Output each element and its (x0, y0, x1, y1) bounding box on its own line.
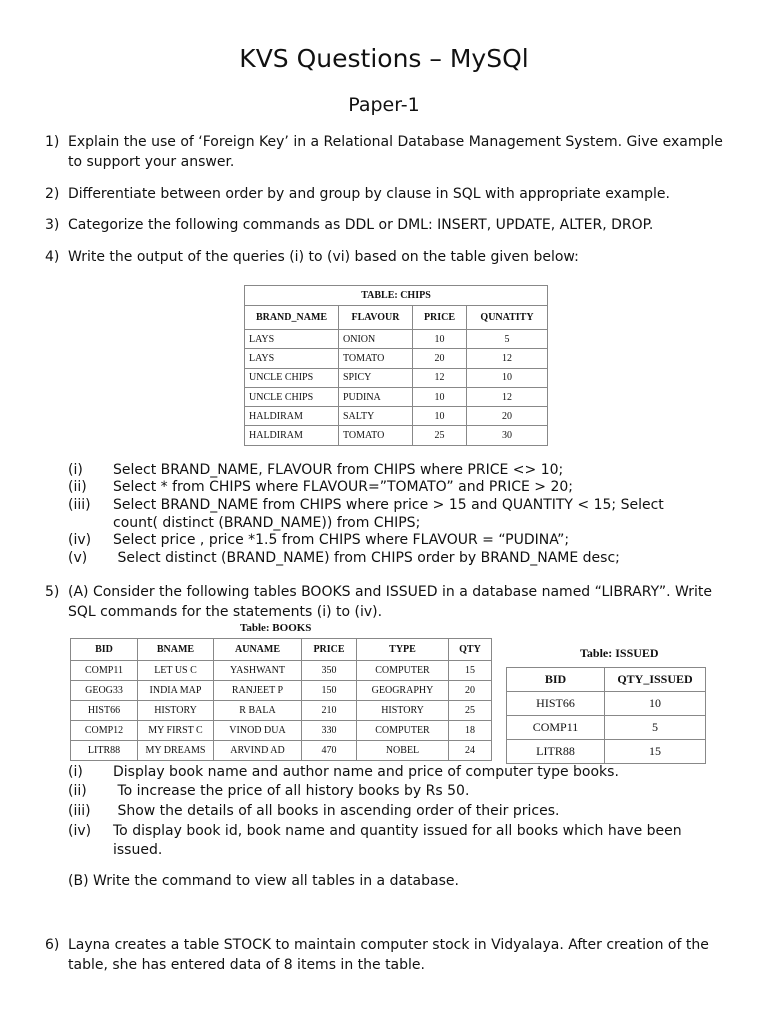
table-cell: R BALA (214, 701, 302, 721)
question-6 (0, 935, 768, 975)
q4-part-i (0, 462, 768, 480)
question-5 (0, 582, 768, 622)
table-cell: INDIA MAP (138, 681, 214, 701)
table-cell: COMPUTER (357, 721, 449, 741)
table-row (507, 716, 706, 740)
table-cell: 18 (449, 721, 492, 741)
page-subtitle: Paper-1 (348, 94, 420, 116)
question-text: Layna creates a table STOCK to maintain computer stock in Vidyalaya. After creation of the table, she has entered data of 8 items in the table. (68, 937, 709, 973)
question-number: 3) (45, 217, 60, 233)
table-cell: ARVIND AD (214, 741, 302, 761)
table-cell: 20 (449, 681, 492, 701)
table-header-row (71, 639, 492, 661)
table-cell: PUDINA (339, 387, 413, 406)
part-label: (ii) (68, 479, 87, 495)
table-cell: 15 (449, 661, 492, 681)
table-row (245, 407, 548, 426)
table-cell: HIST66 (507, 692, 605, 716)
table-cell: COMP12 (71, 721, 138, 741)
part-text: To increase the price of all history books by Rs 50. (113, 783, 470, 799)
table-cell: COMP11 (507, 716, 605, 740)
table-row (71, 721, 492, 741)
chips-table (244, 285, 548, 446)
table-cell: HISTORY (138, 701, 214, 721)
table-cell: GEOG33 (71, 681, 138, 701)
table-cell: UNCLE CHIPS (245, 368, 339, 387)
table-cell: TOMATO (339, 349, 413, 368)
column-header: AUNAME (214, 639, 302, 661)
part-label: (ii) (68, 783, 87, 799)
table-cell: 10 (467, 368, 548, 387)
part-text: Select BRAND_NAME from CHIPS where price > 15 and QUANTITY < 15; Select count( distinct (BRAND_NAME)) from CHIPS; (113, 497, 664, 531)
q5-part-iii (0, 803, 768, 821)
part-label: (i) (68, 462, 83, 478)
issued-table-caption: Table: ISSUED (580, 646, 659, 660)
question-text: Differentiate between order by and group by clause in SQL with appropriate example. (68, 186, 670, 202)
q5-part-iv (0, 822, 768, 862)
part-label: (i) (68, 764, 83, 780)
books-table (70, 638, 492, 761)
table-row (71, 661, 492, 681)
question-text: Write the output of the queries (i) to (vi) based on the table given below: (68, 249, 579, 265)
question-text: Explain the use of ‘Foreign Key’ in a Relational Database Management System. Give example to support your answer. (68, 134, 723, 170)
question-number: 4) (45, 249, 60, 265)
column-header: TYPE (357, 639, 449, 661)
table-cell: MY FIRST C (138, 721, 214, 741)
table-cell: 12 (467, 387, 548, 406)
part-text: Select distinct (BRAND_NAME) from CHIPS order by BRAND_NAME desc; (113, 550, 620, 566)
page-title: KVS Questions – MySQl (239, 44, 529, 73)
part-label: (iv) (68, 823, 92, 839)
q4-part-ii (0, 479, 768, 497)
table-cell: VINOD DUA (214, 721, 302, 741)
table-cell: COMPUTER (357, 661, 449, 681)
q4-part-iv (0, 532, 768, 550)
table-cell: 10 (413, 407, 467, 426)
column-header: PRICE (302, 639, 357, 661)
table-cell: SPICY (339, 368, 413, 387)
table-cell: 10 (413, 387, 467, 406)
table-cell: 30 (467, 426, 548, 445)
table-cell: RANJEET P (214, 681, 302, 701)
table-cell: HALDIRAM (245, 407, 339, 426)
part-label: (iii) (68, 497, 91, 513)
table-cell: HISTORY (357, 701, 449, 721)
table-cell: 20 (467, 407, 548, 426)
part-text: To display book id, book name and quantity issued for all books which have been issued. (113, 823, 682, 858)
table-row (245, 426, 548, 445)
books-table-caption: Table: BOOKS (240, 622, 312, 634)
table-cell: 150 (302, 681, 357, 701)
table-cell: HIST66 (71, 701, 138, 721)
table-row (507, 740, 706, 764)
column-header: BRAND_NAME (245, 306, 339, 330)
table-row (71, 741, 492, 761)
column-header: FLAVOUR (339, 306, 413, 330)
table-row (245, 368, 548, 387)
question-3 (0, 215, 768, 235)
question-1 (0, 132, 768, 172)
part-text: Select * from CHIPS where FLAVOUR=”TOMATO” and PRICE > 20; (113, 479, 573, 495)
q5-part-ii (0, 783, 768, 801)
table-cell: LAYS (245, 330, 339, 349)
column-header: BID (71, 639, 138, 661)
table-cell: GEOGRAPHY (357, 681, 449, 701)
table-row (71, 681, 492, 701)
part-label: (iii) (68, 803, 91, 819)
table-cell: 350 (302, 661, 357, 681)
table-cell: 12 (467, 349, 548, 368)
question-number: 6) (45, 937, 60, 953)
question-text: (A) Consider the following tables BOOKS and ISSUED in a database named “LIBRARY”. Write SQL commands for the statements (i) to (iv). (68, 584, 712, 620)
table-cell: 24 (449, 741, 492, 761)
part-text: Display book name and author name and price of computer type books. (113, 764, 619, 780)
table-cell: 10 (605, 692, 706, 716)
table-cell: 25 (449, 701, 492, 721)
question-2 (0, 184, 768, 204)
issued-table (506, 667, 706, 764)
part-text: Select price , price *1.5 from CHIPS where FLAVOUR = “PUDINA”; (113, 532, 570, 548)
part-text: Show the details of all books in ascending order of their prices. (113, 803, 560, 819)
part-text: Select BRAND_NAME, FLAVOUR from CHIPS where PRICE <> 10; (113, 462, 564, 478)
table-cell: NOBEL (357, 741, 449, 761)
column-header: BID (507, 668, 605, 692)
table-row (245, 330, 548, 349)
table-cell: 5 (467, 330, 548, 349)
column-header: QTY_ISSUED (605, 668, 706, 692)
chips-table-caption: TABLE: CHIPS (244, 285, 548, 305)
q4-part-iii (0, 497, 768, 533)
table-cell: 5 (605, 716, 706, 740)
table-cell: 470 (302, 741, 357, 761)
q4-part-v (0, 550, 768, 568)
question-number: 1) (45, 134, 60, 150)
table-cell: HALDIRAM (245, 426, 339, 445)
table-cell: UNCLE CHIPS (245, 387, 339, 406)
table-cell: TOMATO (339, 426, 413, 445)
question-number: 2) (45, 186, 60, 202)
table-cell: ONION (339, 330, 413, 349)
table-cell: LITR88 (71, 741, 138, 761)
table-row (71, 701, 492, 721)
table-cell: LAYS (245, 349, 339, 368)
table-cell: YASHWANT (214, 661, 302, 681)
part-label: (iv) (68, 532, 92, 548)
table-cell: 10 (413, 330, 467, 349)
column-header: BNAME (138, 639, 214, 661)
column-header: QTY (449, 639, 492, 661)
table-cell: 20 (413, 349, 467, 368)
table-row (507, 692, 706, 716)
table-row (245, 349, 548, 368)
table-header-row (245, 306, 548, 330)
table-cell: COMP11 (71, 661, 138, 681)
q5-part-b: (B) Write the command to view all tables in a database. (68, 873, 459, 889)
q5-part-i (0, 764, 768, 782)
question-4 (0, 247, 768, 267)
table-cell: 25 (413, 426, 467, 445)
table-cell: LET US C (138, 661, 214, 681)
table-header-row (507, 668, 706, 692)
table-cell: 12 (413, 368, 467, 387)
table-cell: LITR88 (507, 740, 605, 764)
table-row (245, 387, 548, 406)
table-cell: 210 (302, 701, 357, 721)
question-text: Categorize the following commands as DDL or DML: INSERT, UPDATE, ALTER, DROP. (68, 217, 654, 233)
part-label: (v) (68, 550, 88, 566)
column-header: PRICE (413, 306, 467, 330)
table-cell: 15 (605, 740, 706, 764)
table-cell: 330 (302, 721, 357, 741)
column-header: QUNATITY (467, 306, 548, 330)
question-number: 5) (45, 584, 60, 600)
table-cell: MY DREAMS (138, 741, 214, 761)
table-cell: SALTY (339, 407, 413, 426)
